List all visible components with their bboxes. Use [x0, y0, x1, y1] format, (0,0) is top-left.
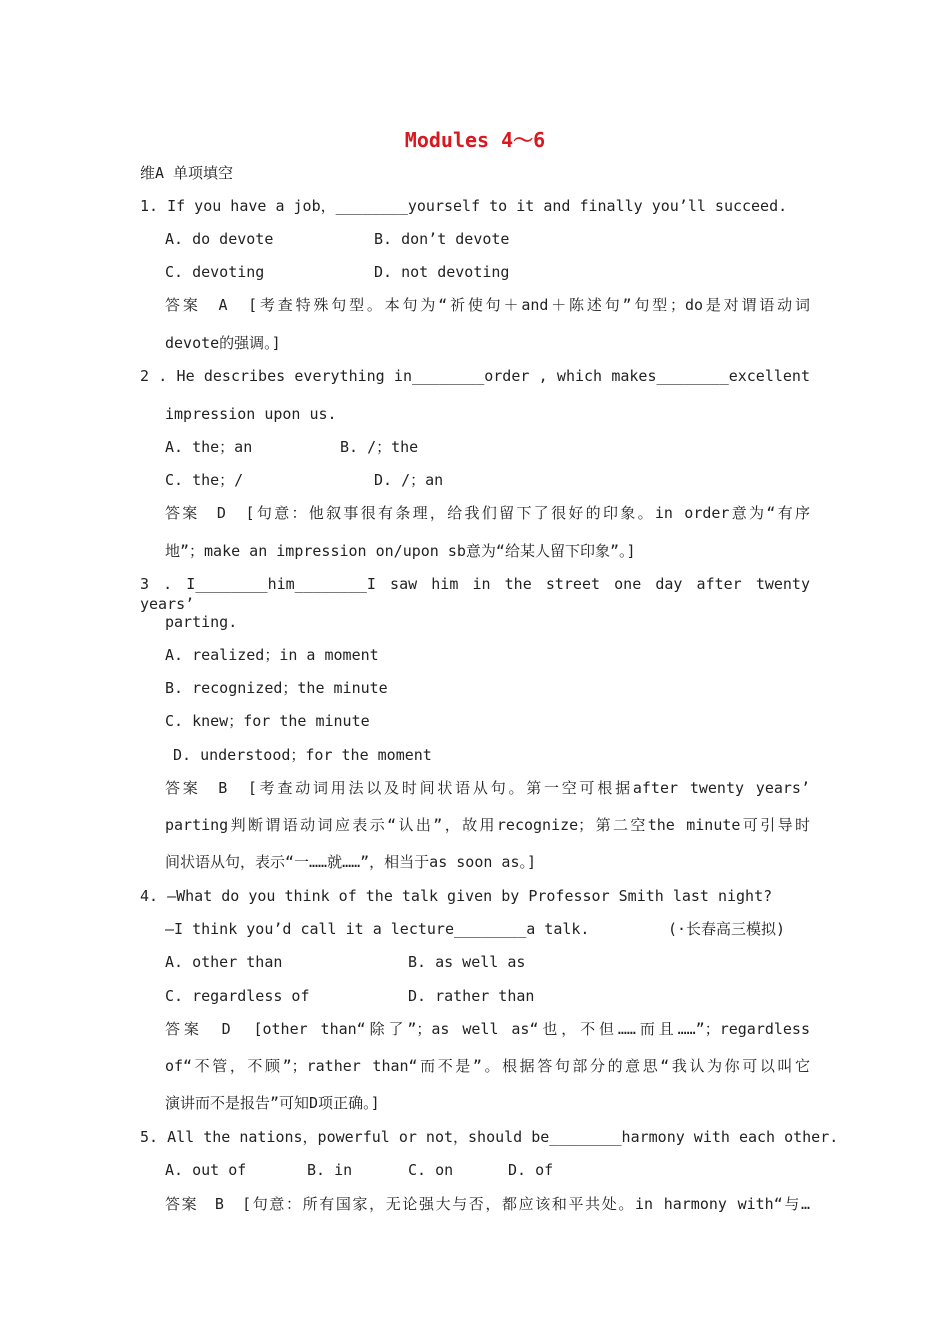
section-heading: 维A 单项填空: [140, 164, 234, 182]
text-line: devote的强调。]: [165, 334, 281, 352]
text-line: impression upon us.: [165, 405, 337, 423]
text-line: (·长春高三模拟): [668, 920, 786, 938]
text-line: A. other than: [165, 953, 283, 971]
text-line: of“不管，不顾”；rather than“而不是”。根据答句部分的意思“我认为你可以叫它: [165, 1057, 810, 1075]
page-title: Modules 4～6: [404, 128, 546, 152]
text-line: 答案 B [句意：所有国家，无论强大与否，都应该和平共处。in harmony with“与…: [165, 1195, 810, 1213]
text-line: 答案 D [other than“除了”；as well as“也，不但……而且……”；regardless: [165, 1020, 810, 1038]
text-line: 5. All the nations，powerful or not，should be________harmony with each other.: [140, 1128, 839, 1146]
text-line: A. the；an: [165, 438, 253, 456]
text-line: 地”；make an impression on/upon sb意为“给某人留下印象”。]: [165, 542, 636, 560]
text-line: 间状语从句，表示“一……就……”，相当于as soon as。]: [165, 853, 537, 871]
text-line: D. not devoting: [374, 263, 510, 281]
text-line: 3 . I________him________I saw him in the street one day after twenty years’: [140, 575, 810, 613]
text-line: B. /；the: [340, 438, 419, 456]
text-line: —I think you’d call it a lecture________a talk.: [165, 920, 590, 938]
text-line: 1. If you have a job，________yourself to it and finally you’ll succeed.: [140, 197, 788, 215]
text-line: 4. —What do you think of the talk given by Professor Smith last night?: [140, 887, 773, 905]
text-line: C. knew；for the minute: [165, 712, 370, 730]
text-line: C. devoting: [165, 263, 265, 281]
text-line: C. regardless of: [165, 987, 310, 1005]
text-line: A. out of: [165, 1161, 247, 1179]
text-line: D. of: [508, 1161, 554, 1179]
text-line: 答案 A [考查特殊句型。本句为“祈使句＋and＋陈述句”句型；do是对谓语动词: [165, 296, 810, 314]
text-line: D. rather than: [408, 987, 535, 1005]
text-line: A. do devote: [165, 230, 274, 248]
text-line: C. the；/: [165, 471, 244, 489]
text-line: 2 . He describes everything in________order , which makes________excellent: [140, 367, 810, 385]
text-line: B. recognized；the minute: [165, 679, 388, 697]
text-line: C. on: [408, 1161, 454, 1179]
text-line: 答案 B [考查动词用法以及时间状语从句。第一空可根据after twenty years’: [165, 779, 810, 797]
text-line: parting判断谓语动词应表示“认出”，故用recognize；第二空the minute可引导时: [165, 816, 810, 834]
text-line: A. realized；in a moment: [165, 646, 379, 664]
text-line: parting.: [165, 613, 238, 631]
text-line: B. in: [307, 1161, 353, 1179]
text-line: 演讲而不是报告”可知D项正确。]: [165, 1094, 380, 1112]
text-line: 答案 D [句意：他叙事很有条理，给我们留下了很好的印象。in order意为“有序: [165, 504, 810, 522]
text-line: B. as well as: [408, 953, 526, 971]
text-line: D. /；an: [374, 471, 444, 489]
text-line: B. don’t devote: [374, 230, 510, 248]
text-line: D. understood；for the moment: [173, 746, 432, 764]
